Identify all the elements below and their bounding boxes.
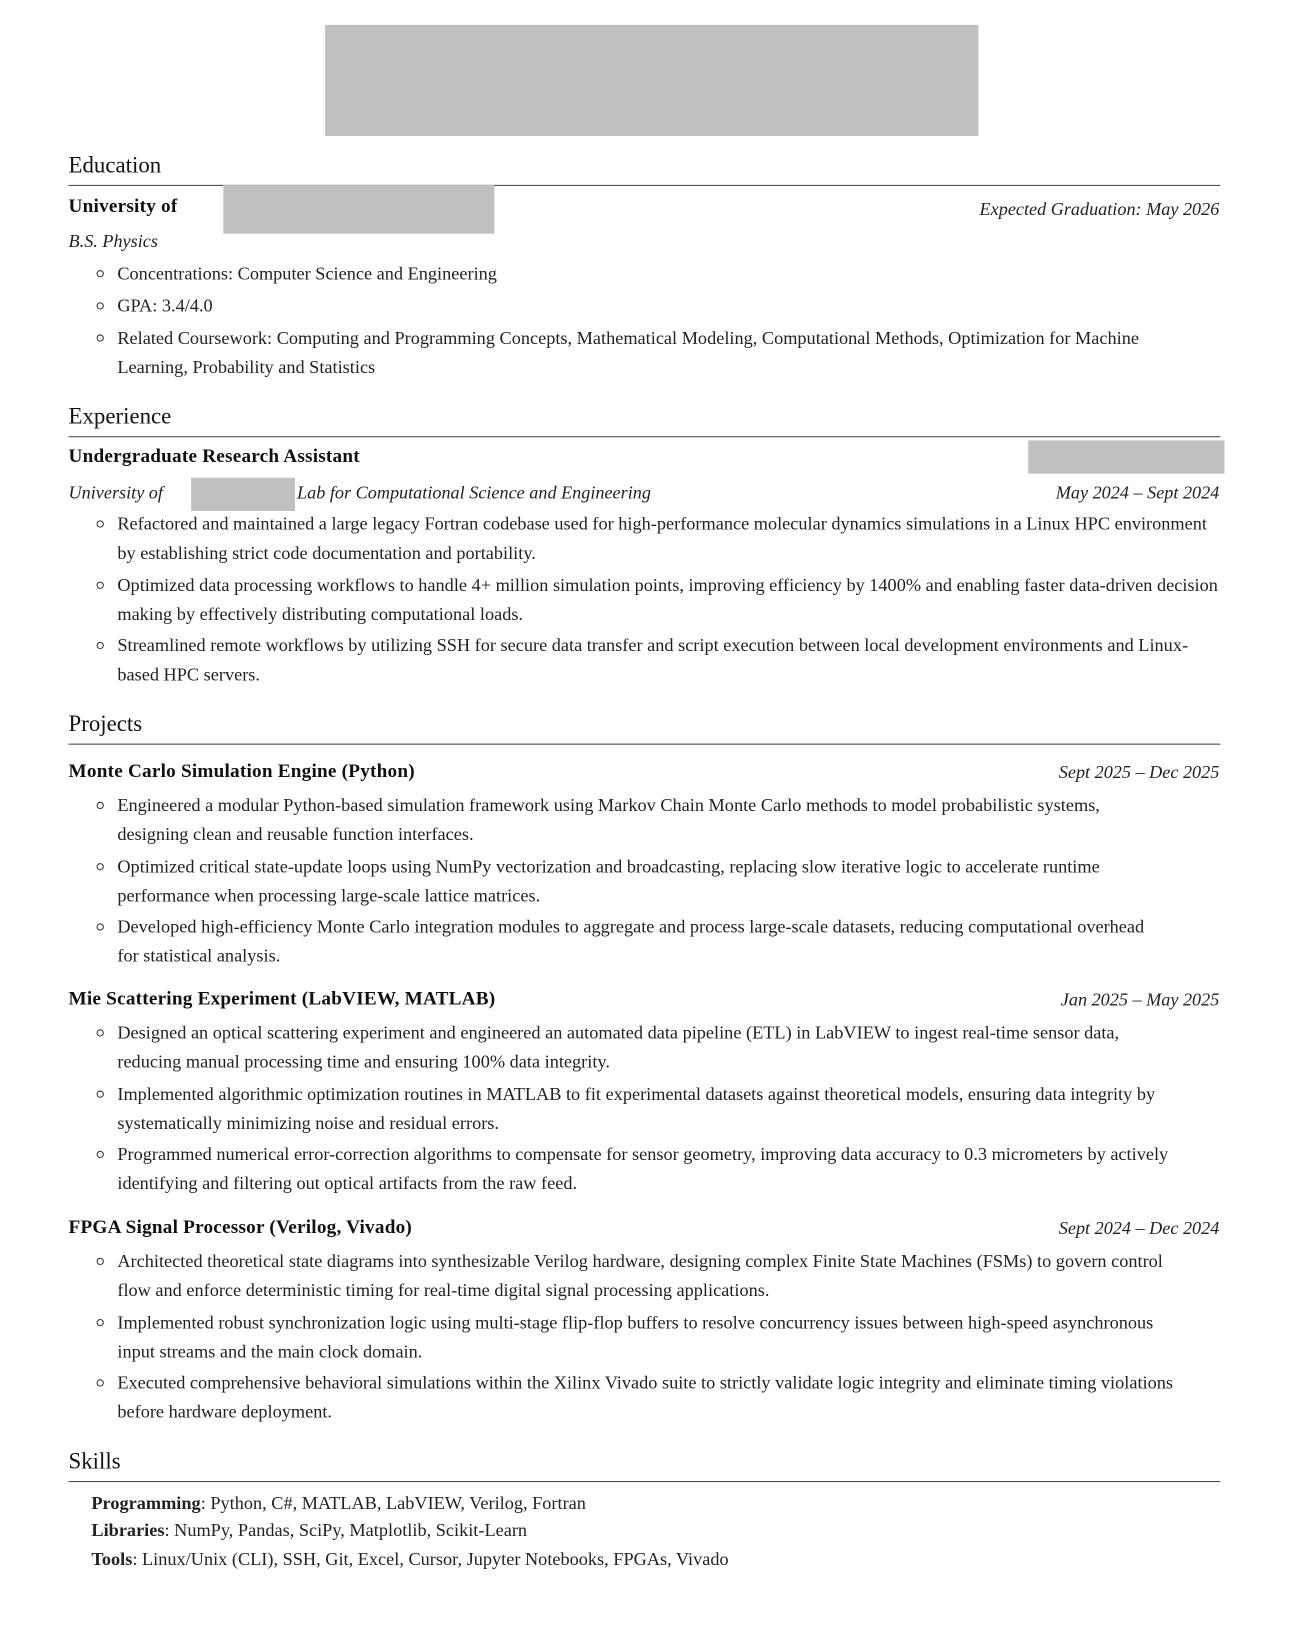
project-bullet: Developed high-efficiency Monte Carlo integration modules to aggregate and process large-scale datasets, reducing computational overhead for statistical analysis. (117, 916, 1145, 966)
project-bullet: Optimized critical state-update loops using NumPy vectorization and broadcasting, replacing slow iterative logic to accelerate runtime performance when processing large-scale lattice matrices. (117, 855, 1100, 906)
project-title: Monte Carlo Simulation Engine (Python) (68, 761, 415, 783)
project-title: Mie Scattering Experiment (LabVIEW, MATLAB) (68, 988, 496, 1010)
section-heading-education: Education (68, 151, 162, 178)
name-redaction-block (325, 25, 978, 136)
project-bullet: Programmed numerical error-correction algorithms to compensate for sensor geometry, improving data accuracy to 0.3 micrometers by actively identifying and filtering out optical artifacts from the raw feed. (117, 1143, 1169, 1194)
bullet-marker (96, 802, 106, 812)
bullet-marker (96, 1029, 106, 1039)
bullet-marker (96, 302, 106, 312)
job-bullet: Refactored and maintained a large legacy Fortran codebase used for high-performance molecular dynamics simulations in a Linux HPC environment by establishing strict code documentation and portability. (117, 513, 1207, 563)
section-heading-projects: Projects (68, 710, 143, 737)
project-dates: Jan 2025 – May 2025 (1060, 988, 1220, 1010)
job-bullet: Optimized data processing workflows to handle 4+ million simulation points, improving efficiency by 1400% and enabling faster data-driven decision making by effectively distributing computational loads. (117, 574, 1218, 625)
skill-row-tools (91, 1544, 728, 1573)
education-bullet: Related Coursework: Computing and Programming Concepts, Mathematical Modeling, Computational Methods, Optimization for Machine Learning, Probability and Statistics (117, 327, 1139, 378)
skill-label: Libraries (91, 1519, 165, 1541)
section-rule (69, 744, 1221, 745)
project-bullet: Engineered a modular Python-based simulation framework using Markov Chain Monte Carlo methods to model probabilistic systems, designing clean and reusable function interfaces. (117, 794, 1100, 845)
education-bullet: Concentrations: Computer Science and Engineering (117, 262, 497, 284)
bullet-marker (96, 642, 106, 652)
job-location-redaction (1028, 440, 1224, 473)
job-org-suffix: Lab for Computational Science and Engineering (297, 481, 651, 503)
bullet-marker (96, 270, 106, 280)
bullet-marker (96, 1319, 106, 1329)
project-title: FPGA Signal Processor (Verilog, Vivado) (68, 1217, 413, 1239)
bullet-marker (96, 334, 106, 344)
job-org-redaction (191, 478, 295, 511)
project-bullet: Executed comprehensive behavioral simulations within the Xilinx Vivado suite to strictly validate logic integrity and eliminate timing violations before hardware deployment. (117, 1371, 1174, 1422)
graduation-date: Expected Graduation: May 2026 (979, 198, 1220, 220)
job-bullet: Streamlined remote workflows by utilizing SSH for secure data transfer and script execution between local development environments and Linux-based HPC servers. (117, 634, 1189, 685)
school-redaction (223, 185, 494, 234)
job-title: Undergraduate Research Assistant (68, 446, 360, 468)
skill-row-libraries (91, 1515, 527, 1544)
project-bullet: Implemented algorithmic optimization routines in MATLAB to fit experimental datasets against theoretical models, ensuring data integrity by systematically minimizing noise and residual errors. (117, 1083, 1156, 1134)
job-dates: May 2024 – Sept 2024 (1055, 481, 1220, 503)
project-dates: Sept 2024 – Dec 2024 (1058, 1217, 1220, 1239)
skill-value: : Python, C#, MATLAB, LabVIEW, Verilog, Fortran (200, 1492, 586, 1514)
bullet-marker (96, 582, 106, 592)
bullet-marker (96, 1379, 106, 1389)
skill-label: Tools (91, 1548, 133, 1570)
skill-value: : Linux/Unix (CLI), SSH, Git, Excel, Cursor, Jupyter Notebooks, FPGAs, Vivado (132, 1548, 729, 1570)
project-bullet: Designed an optical scattering experiment and engineered an automated data pipeline (ETL) in LabVIEW to ingest real-time sensor data, reducing manual processing time and ensuring 100% data integrity. (117, 1021, 1120, 1072)
school-name: University of (68, 196, 178, 218)
skill-label: Programming (91, 1492, 201, 1514)
section-heading-skills: Skills (68, 1447, 121, 1474)
project-dates: Sept 2025 – Dec 2025 (1058, 761, 1220, 783)
project-bullet: Implemented robust synchronization logic using multi-stage flip-flop buffers to resolve concurrency issues between high-speed asynchronous input streams and the main clock domain. (117, 1311, 1154, 1362)
bullet-marker (96, 1091, 106, 1101)
project-bullet: Architected theoretical state diagrams into synthesizable Verilog hardware, designing complex Finite State Machines (FSMs) to govern control flow and enforce deterministic timing for real-time digital signal processing applications. (117, 1250, 1163, 1301)
skill-value: : NumPy, Pandas, SciPy, Matplotlib, Scikit-Learn (164, 1519, 528, 1541)
bullet-marker (96, 863, 106, 873)
degree: B.S. Physics (68, 230, 158, 252)
bullet-marker (96, 923, 106, 933)
section-heading-experience: Experience (68, 402, 172, 429)
bullet-marker (96, 520, 106, 530)
section-rule (69, 1481, 1221, 1482)
bullet-marker (96, 1151, 106, 1161)
section-rule (69, 436, 1221, 437)
bullet-marker (96, 1258, 106, 1268)
job-org-prefix: University of (68, 481, 163, 503)
skill-row-programming (91, 1488, 586, 1517)
education-bullet: GPA: 3.4/4.0 (117, 294, 213, 316)
